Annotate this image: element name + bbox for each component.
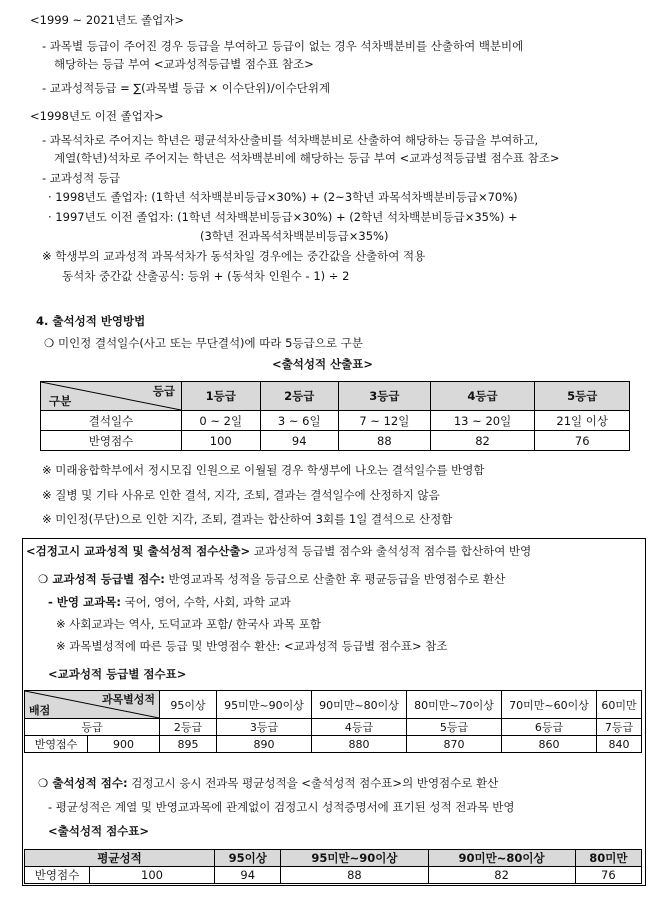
text-line: - 교과성적 등급 — [42, 171, 121, 185]
attendance-table — [40, 381, 630, 451]
cell: 76 — [535, 431, 630, 451]
note: ※ 미인정(무단)으로 인한 지각, 조퇴, 결과는 합산하여 3회를 1일 결석으로 산정함 — [42, 512, 453, 526]
text-line: - 과목별 등급이 주어진 경우 등급을 부여하고 등급이 없는 경우 석차백분비를 산출하여 백분비에 — [42, 39, 524, 53]
header-cell: 5등급 — [535, 382, 630, 411]
attendance-title: 4. 출석성적 반영방법 — [36, 314, 146, 328]
formula-1998: · 1998년도 졸업자: (1학년 석차백분비등급×30%) + (2~3학년 과목석차백분비등급×70%) — [48, 190, 518, 204]
table-row — [25, 719, 642, 736]
text-line: 해당하는 등급 부여 <교과성적등급별 점수표 참조> — [54, 57, 314, 71]
cell: 890 — [217, 736, 312, 753]
cell: 21일 이상 — [535, 411, 630, 431]
cell: 13 ~ 20일 — [430, 411, 535, 431]
ged-subjects: - 반영 교과목: 국어, 영어, 수학, 사회, 과학 교과 — [48, 595, 291, 609]
ged-bullet-2-sub: - 평균성적은 계열 및 반영교과목에 관계없이 검정고시 성적증명서에 표기된 성적 전과목 반영 — [48, 800, 515, 814]
table-row — [25, 736, 642, 753]
header-cell: 95미만~90이상 — [281, 850, 428, 867]
cell: 3 ~ 6일 — [260, 411, 339, 431]
ged-attendance-table — [24, 849, 642, 884]
header-cell: 80미만 — [575, 850, 641, 867]
ged-bullet-1: ❍ 교과성적 등급별 점수: 반영교과목 성적을 등급으로 산출한 후 평균등급을 반영점수로 환산 — [38, 572, 506, 586]
cell: 870 — [407, 736, 502, 753]
table-row — [41, 411, 630, 431]
note: ※ 질병 및 기타 사유로 인한 결석, 지각, 조퇴, 결과는 결석일수에 산정하지 않음 — [42, 488, 440, 502]
cell: 7 ~ 12일 — [339, 411, 431, 431]
cell: 7등급 — [597, 719, 642, 736]
cell: 2등급 — [160, 719, 217, 736]
cell: 4등급 — [312, 719, 407, 736]
cell: 76 — [575, 867, 641, 884]
cell: 94 — [260, 431, 339, 451]
cell: 82 — [430, 431, 535, 451]
cell: 0 ~ 2일 — [182, 411, 261, 431]
table-corner: 등급 구분 — [41, 382, 182, 411]
cell: 3등급 — [217, 719, 312, 736]
cell: 900 — [88, 736, 160, 753]
text-line: 계열(학년)석차로 주어지는 학년은 석차백분비에 해당하는 등급 부여 <교과성적등급별 점수표 참조> — [54, 151, 560, 165]
table-row — [25, 867, 642, 884]
row-label: 반영점수 — [25, 867, 90, 884]
header-cell: 80미만~70이상 — [407, 691, 502, 719]
row-label: 반영점수 — [41, 431, 182, 451]
note: ※ 학생부의 교과성적 과목석차가 동석차일 경우에는 중간값을 산출하여 적용 — [42, 249, 426, 263]
header-cell: 90미만~80이상 — [312, 691, 407, 719]
row-label: 등급 — [25, 719, 160, 736]
header-cell: 95이상 — [160, 691, 217, 719]
header-cell: 3등급 — [339, 382, 431, 411]
cell: 6등급 — [502, 719, 597, 736]
cell: 88 — [339, 431, 431, 451]
table-corner: 과목별성적 배점 — [25, 691, 160, 719]
cell: 100 — [90, 867, 215, 884]
header-cell: 60미만 — [597, 691, 642, 719]
cell: 880 — [312, 736, 407, 753]
cell: 895 — [160, 736, 217, 753]
header-cell: 95이상 — [215, 850, 281, 867]
table-row — [41, 431, 630, 451]
ged-grade-score-table — [24, 690, 642, 753]
ged-table2-title: <출석성적 점수표> — [48, 824, 150, 838]
attendance-bullet: ❍ 미인정 결석일수(사고 또는 무단결석)에 따라 5등급으로 구분 — [44, 336, 363, 350]
header-cell: 70미만~60이상 — [502, 691, 597, 719]
ged-heading: <검정고시 교과성적 및 출석성적 점수산출> 교과성적 등급별 점수와 출석성적 점수를 합산하여 반영 — [26, 544, 532, 558]
note: ※ 과목별성적에 따른 등급 및 반영점수 환산: <교과성적 등급별 점수표> 참조 — [56, 639, 448, 653]
header-cell: 4등급 — [430, 382, 535, 411]
cell: 5등급 — [407, 719, 502, 736]
text-line: - 과목석차로 주어지는 학년은 평균석차산출비를 석차백분비로 산출하여 해당하는 등급을 부여하고, — [42, 133, 539, 147]
header-cell: 95미만~90이상 — [217, 691, 312, 719]
cell: 82 — [428, 867, 575, 884]
formula-1997: · 1997년도 이전 졸업자: (1학년 석차백분비등급×30%) + (2학년 석차백분비등급×35%) + — [48, 210, 518, 224]
cell: 840 — [597, 736, 642, 753]
note-formula: 동석차 중간값 산출공식: 등위 + (동석차 인원수 - 1) ÷ 2 — [62, 269, 350, 283]
section-heading-1998: <1998년도 이전 졸업자> — [30, 109, 164, 123]
ged-bullet-2: ❍ 출석성적 점수: 검정고시 응시 전과목 평균성적을 <출석성적 점수표>의 반영점수로 환산 — [38, 776, 499, 790]
attendance-table-title: <출석성적 산출표> — [272, 357, 374, 371]
cell: 88 — [281, 867, 428, 884]
table-corner: 평균성적 — [25, 850, 215, 867]
header-cell: 90미만~80이상 — [428, 850, 575, 867]
section-heading-1999: <1999 ~ 2021년도 졸업자> — [30, 13, 184, 27]
cell: 94 — [215, 867, 281, 884]
grade-formula: - 교과성적등급 = ∑(과목별 등급 × 이수단위)/이수단위계 — [42, 81, 331, 95]
header-cell: 2등급 — [260, 382, 339, 411]
note: ※ 미래융합학부에서 정시모집 인원으로 이월될 경우 학생부에 나오는 결석일수를 반영함 — [42, 463, 485, 477]
row-label: 반영점수 — [25, 736, 88, 753]
formula-1997-cont: (3학년 전과목석차백분비등급×35%) — [200, 229, 389, 243]
cell: 860 — [502, 736, 597, 753]
header-cell: 1등급 — [182, 382, 261, 411]
row-label: 결석일수 — [41, 411, 182, 431]
note: ※ 사회교과는 역사, 도덕교과 포함/ 한국사 과목 포함 — [56, 617, 321, 631]
ged-table1-title: <교과성적 등급별 점수표> — [48, 667, 187, 681]
cell: 100 — [182, 431, 261, 451]
